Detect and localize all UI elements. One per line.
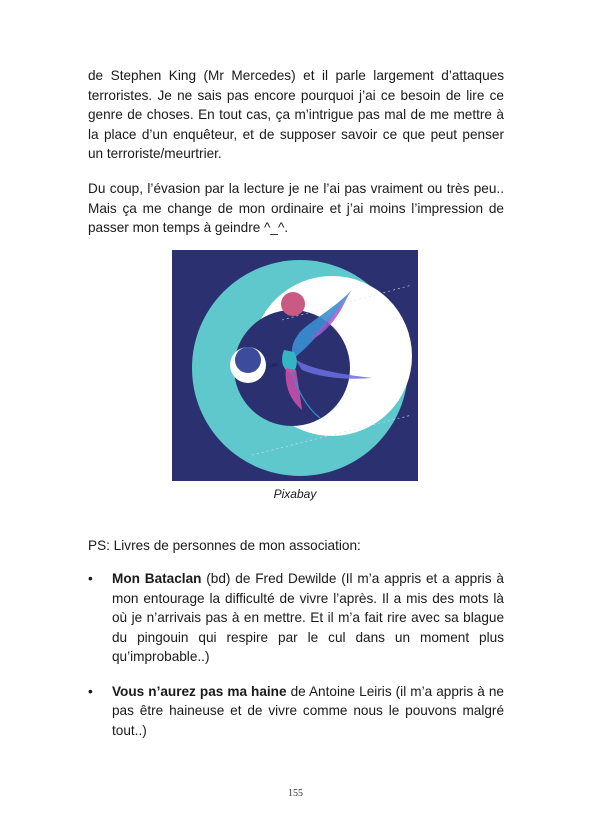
bullet-icon: • <box>88 571 93 586</box>
page-number: 155 <box>288 788 303 799</box>
book-description: de Antoine Leiris (il m’a appris à ne pas être haineuse et de vivre comme nous le pouvons malgré tout..) <box>112 683 504 738</box>
book-title: Vous n’aurez pas ma haine <box>112 683 287 699</box>
figure-caption: Pixabay <box>273 487 317 501</box>
book-description: (bd) de Fred Dewilde (Il m’a appris et a appris à mon entourage la difficulté de vivre l’après. Il a mis des mots là où je n’arrivais pas à en mettre. Et il m’a fait rire avec sa blague du pingouin qui respire par le cul dans un moment plus qu’improbable..) <box>112 571 504 664</box>
bullet-icon: • <box>88 683 93 699</box>
list-item <box>88 682 504 741</box>
illustration-crescent-moon-bird <box>172 250 418 481</box>
ps-heading: PS: Livres de personnes de mon association: <box>88 538 361 553</box>
book-title: Mon Bataclan <box>112 571 202 586</box>
book-list <box>88 569 504 740</box>
paragraph-2: Du coup, l’évasion par la lecture je ne l’ai pas vraiment ou très peu.. Mais ça me change de mon ordinaire et j’ai moins l’impression de passer mon temps à geindre ^_^. <box>88 181 504 235</box>
list-item <box>88 569 504 667</box>
paragraph-1: de Stephen King (Mr Mercedes) et il parle largement d’attaques terroristes. Je ne sais pas encore pourquoi j’ai ce besoin de lire ce genre de choses. En tout cas, ça m’intrigue pas mal de me mettre à la place d’un enquêteur, et de supposer savoir ce que peut penser un terroriste/meurtrier. <box>88 68 504 161</box>
